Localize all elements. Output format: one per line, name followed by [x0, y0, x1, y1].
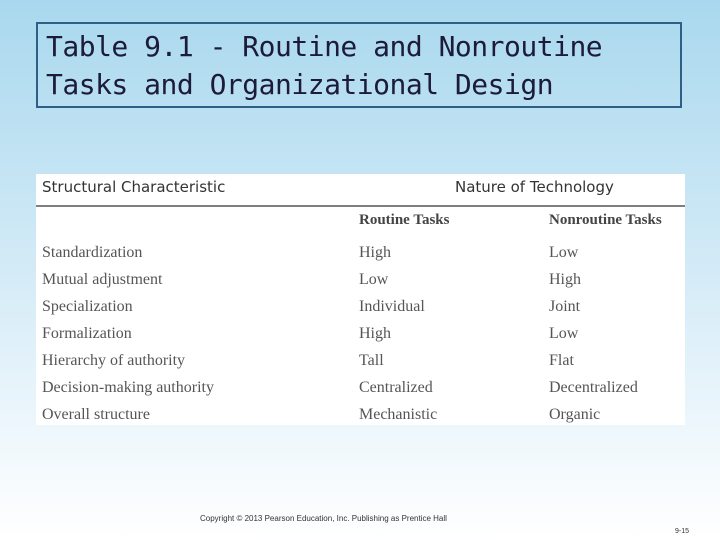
- cell-routine: Individual: [359, 298, 425, 315]
- table-row: [36, 406, 685, 433]
- cell-nonroutine: High: [549, 271, 581, 288]
- slide-title-line-1: Table 9.1 - Routine and Nonroutine: [46, 30, 603, 63]
- cell-routine: High: [359, 244, 391, 261]
- header-nature-of-technology: Nature of Technology: [455, 178, 614, 196]
- cell-nonroutine: Decentralized: [549, 379, 638, 396]
- cell-routine: Tall: [359, 352, 384, 369]
- cell-routine: Centralized: [359, 379, 433, 396]
- cell-nonroutine: Low: [549, 325, 579, 342]
- slide-title-box: [36, 22, 682, 108]
- cell-routine: Low: [359, 271, 389, 288]
- table-row: [36, 379, 685, 406]
- cell-characteristic: Decision-making authority: [42, 379, 214, 396]
- column-header-nonroutine: Nonroutine Tasks: [549, 212, 662, 228]
- header-structural-characteristic: Structural Characteristic: [42, 178, 226, 196]
- cell-routine: Mechanistic: [359, 406, 438, 423]
- cell-nonroutine: Joint: [549, 298, 581, 315]
- header-divider: [36, 205, 685, 207]
- cell-characteristic: Formalization: [42, 325, 132, 342]
- slide-number: 9-15: [675, 528, 690, 535]
- cell-characteristic: Hierarchy of authority: [42, 352, 186, 369]
- table-row: [36, 271, 685, 298]
- copyright-text: Copyright © 2013 Pearson Education, Inc. Publishing as Prentice Hall: [200, 514, 447, 523]
- table-row: [36, 298, 685, 325]
- table-row: [36, 325, 685, 352]
- table-row: [36, 352, 685, 379]
- cell-characteristic: Specialization: [42, 298, 133, 315]
- table-panel: [36, 174, 685, 425]
- table-row: [36, 244, 685, 271]
- cell-characteristic: Mutual adjustment: [42, 271, 163, 288]
- cell-nonroutine: Flat: [549, 352, 574, 369]
- cell-characteristic: Standardization: [42, 244, 143, 261]
- cell-nonroutine: Organic: [549, 406, 601, 423]
- cell-routine: High: [359, 325, 391, 342]
- cell-characteristic: Overall structure: [42, 406, 150, 423]
- cell-nonroutine: Low: [549, 244, 579, 261]
- column-header-routine: Routine Tasks: [359, 212, 450, 228]
- slide-title-line-2: Tasks and Organizational Design: [46, 68, 554, 101]
